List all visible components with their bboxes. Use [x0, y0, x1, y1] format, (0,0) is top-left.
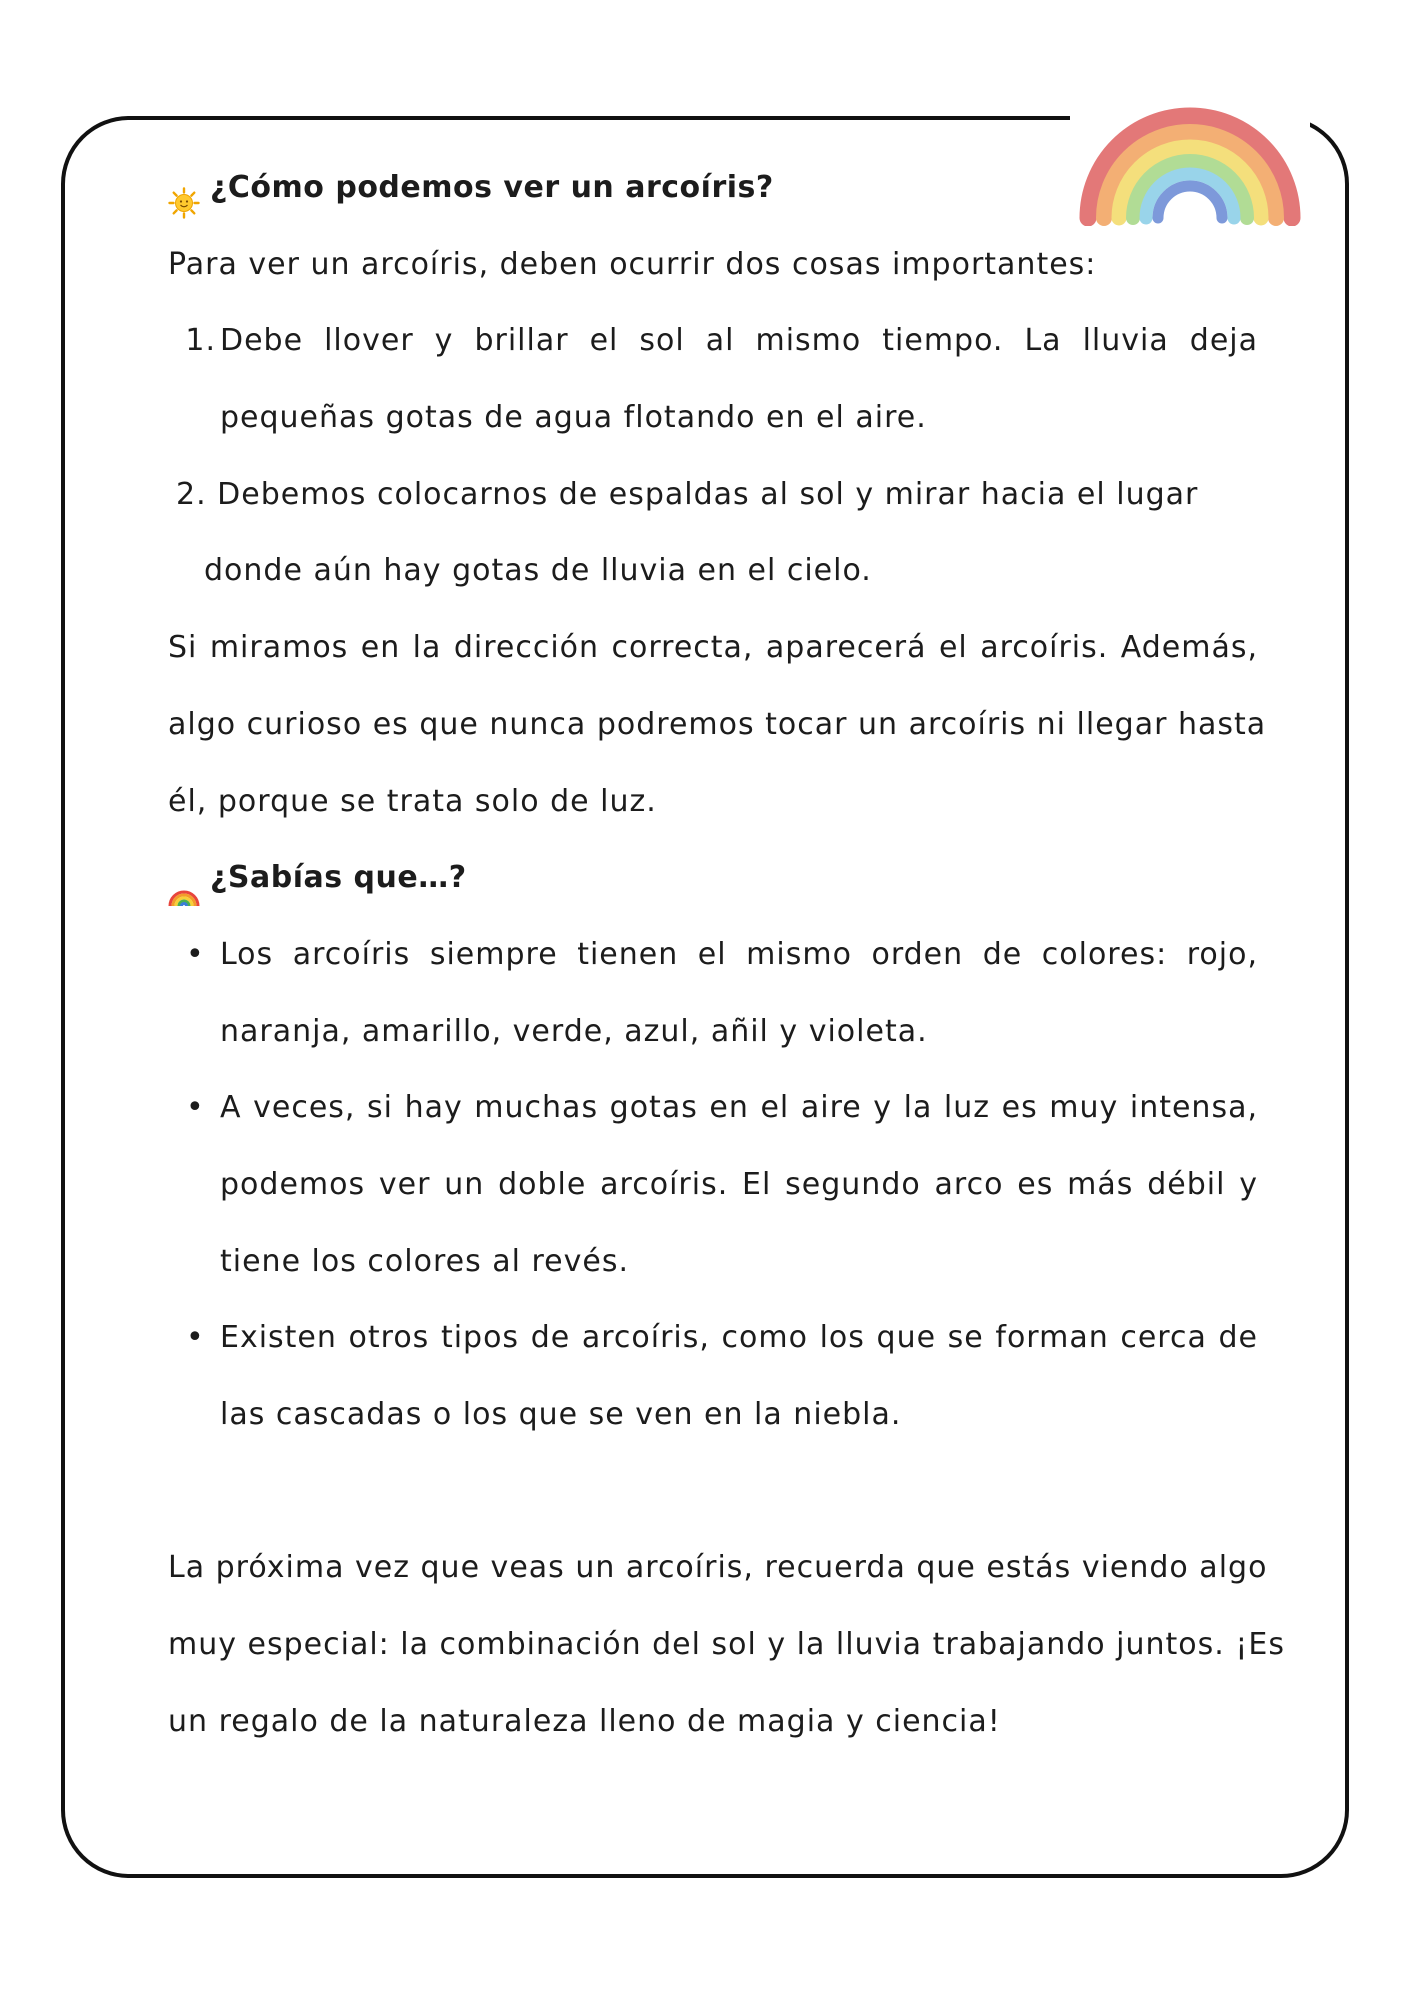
- section-heading-text: ¿Sabías que…?: [210, 860, 467, 896]
- paragraph-line: Si miramos en la dirección correcta, aparecerá el arcoíris. Además,: [168, 630, 1258, 666]
- list-item-text: Los arcoíris siempre tienen el mismo orden de colores: rojo,: [220, 936, 1258, 972]
- section-heading-facts: [168, 840, 1258, 917]
- closing-line: un regalo de la naturaleza lleno de magia y ciencia!: [168, 1703, 1001, 1739]
- list-number: 2.: [176, 476, 207, 512]
- list-item-text: A veces, si hay muchas gotas en el aire y la luz es muy intensa,: [220, 1090, 1258, 1126]
- closing-line: muy especial: la combinación del sol y la lluvia trabajando juntos. ¡Es: [168, 1627, 1285, 1663]
- list-item-text: Debemos colocarnos de espaldas al sol y mirar hacia el lugar: [217, 476, 1199, 512]
- list-item: [168, 917, 1258, 994]
- section-heading-text: ¿Cómo podemos ver un arcoíris?: [210, 170, 774, 205]
- list-item: [168, 1300, 1258, 1377]
- list-item-text: Debe llover y brillar el sol al mismo tiempo. La lluvia deja: [220, 323, 1258, 359]
- bullet-marker: •: [186, 936, 205, 972]
- blank-line: [168, 1454, 1258, 1531]
- list-item: [168, 457, 1258, 534]
- rainbow-icon: [168, 863, 200, 895]
- paragraph-line: él, porque se trata solo de luz.: [168, 783, 657, 819]
- list-item-continuation: pequeñas gotas de agua flotando en el aire.: [220, 400, 927, 436]
- bullet-marker: •: [186, 1320, 205, 1356]
- paragraph-line: algo curioso es que nunca podremos tocar un arcoíris ni llegar hasta: [168, 706, 1267, 742]
- bullet-marker: •: [186, 1090, 205, 1126]
- list-number: 1.: [185, 323, 216, 359]
- list-item-continuation: donde aún hay gotas de lluvia en el cielo.: [204, 553, 872, 589]
- list-item-continuation: las cascadas o los que se ven en la niebla.: [220, 1397, 902, 1432]
- closing-line: La próxima vez que veas un arcoíris, recuerda que estás viendo algo: [168, 1550, 1268, 1586]
- list-item-continuation: podemos ver un doble arcoíris. El segundo arco es más débil y: [220, 1166, 1258, 1202]
- section-heading-how: [168, 150, 1258, 227]
- intro-paragraph: Para ver un arcoíris, deben ocurrir dos cosas importantes:: [168, 246, 1097, 282]
- sun-icon: [168, 172, 200, 204]
- document-body: [168, 150, 1285, 1760]
- list-item-text: Existen otros tipos de arcoíris, como los que se forman cerca de: [220, 1320, 1258, 1356]
- list-item-continuation: tiene los colores al revés.: [220, 1243, 630, 1279]
- list-item: [168, 1070, 1258, 1147]
- list-item-continuation: naranja, amarillo, verde, azul, añil y violeta.: [220, 1013, 928, 1049]
- list-item: [168, 303, 1258, 380]
